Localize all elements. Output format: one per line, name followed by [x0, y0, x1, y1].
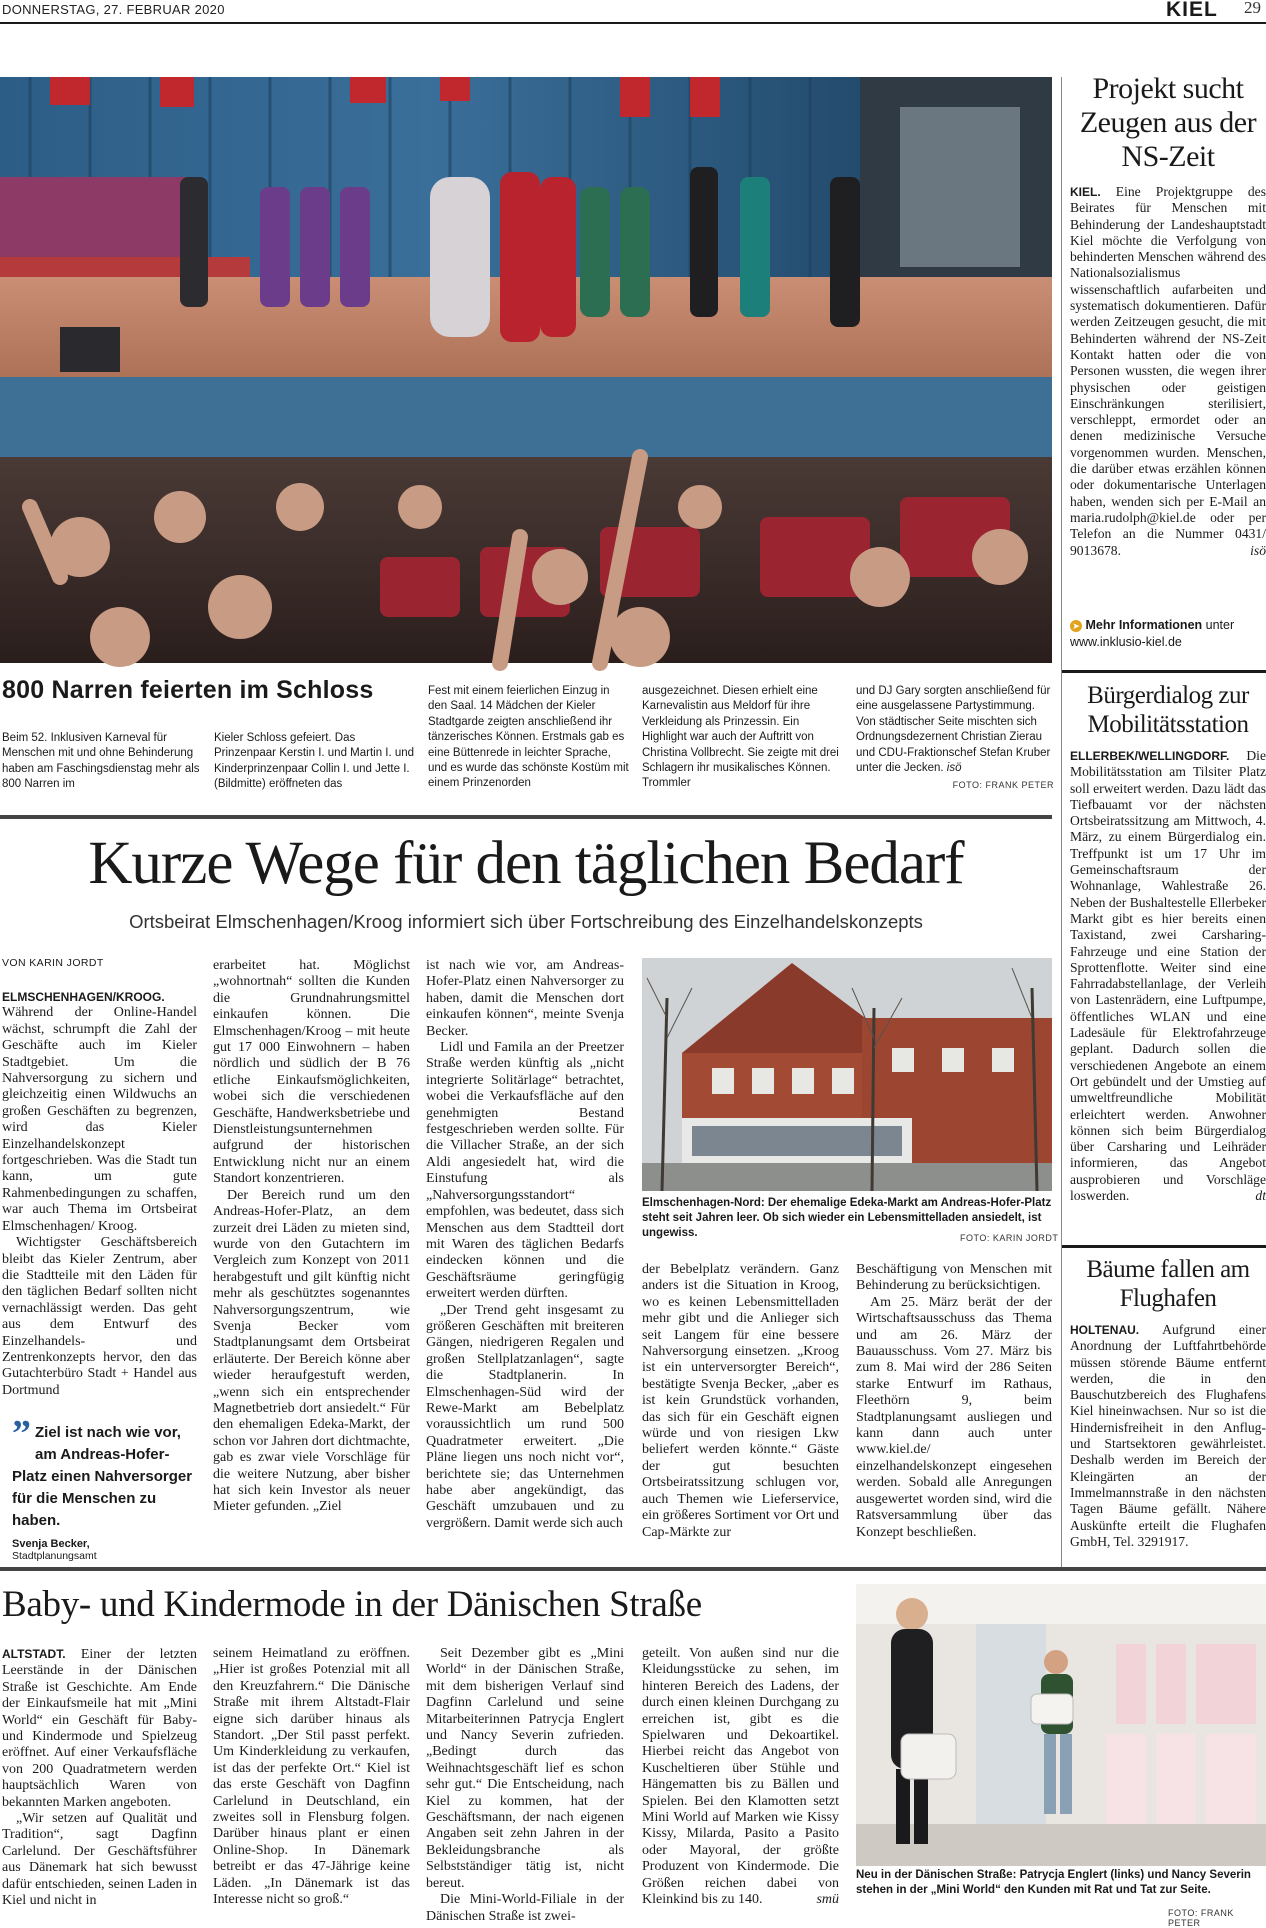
edeka-photo-credit: FOTO: KARIN JORDT — [960, 1233, 1059, 1243]
kurzewege-col3 — [426, 958, 624, 1532]
kurzewege-bottom-rule — [0, 1567, 1266, 1571]
carnival-text-col2: Kieler Schloss gefeiert. Das Prinzenpaar Kerstin I. und Martin I. und Kinderprinzenpaar Collin I. und Jette I. (Bildmitte) eröffneten das — [214, 732, 415, 791]
baby-col4-text: geteilt. Von außen sind nur die Kleidungsstücke zu sehen, im hinteren Bereich des Ladens, der durch einen kleinen Durchgang zu erreichen ist, gibt es die Spielwaren und Dekoartikel. Hierbei reicht das Angebot von Kuscheltieren über Stühle und Hängematten bis zu Bällen und Spielen. Bei den Klamotten setzt Mini World auf Marken wie Kissy Kissy, Milarda, Pasito a Pasito oder Mayoral, der größte Produzent von Kindermode. Die Größen reichen dabei von Kleinkind bis zu 140. — [642, 1646, 839, 1908]
carnival-bottom-rule — [0, 815, 1052, 819]
baby-col1b-text: „Wir setzen auf Qualität und Tradition“, sagt Dagfinn Carlelund. Der Geschäftsführer aus Dänemark hat sich bewusst dafür entschieden, seinen Laden in Kiel und nicht in — [2, 1811, 197, 1909]
shop-photo-caption: Neu in der Dänischen Straße: Patrycja Englert (links) und Nancy Severin stehen in der „Mini World“ den Kunden mit Rat und Tat zur Seite. — [856, 1869, 1251, 1896]
edeka-photo-caption: Elmschenhagen-Nord: Der ehemalige Edeka-Markt am Andreas-Hofer-Platz steht seit Jahren leer. Ob sich wieder ein Lebensmittelladen ansiedelt, ist ungewiss. — [642, 1197, 1052, 1239]
carnival-headline: 800 Narren feierten im Schloss — [2, 676, 374, 704]
kurzewege-col1b-text: Wichtigster Geschäftsbereich bleibt das Kieler Zentrum, aber die Stadtteile mit den Läden für den täglichen Bedarf sollten nicht vernachlässigt werden. Das geht aus dem Entwurf des Einzelhandels- und Zentrenkonzepts hervor, den das Gutachterbüro Stadt + Handel aus Dortmund — [2, 1235, 197, 1398]
projekt-headline: Projekt sucht Zeugen aus der NS-Zeit — [1079, 72, 1257, 173]
quote-mark-icon: ” — [12, 1413, 31, 1455]
baeume-body — [1070, 1322, 1266, 1550]
header-rule — [0, 22, 1266, 24]
buergerdialog-body — [1070, 748, 1266, 1204]
pull-quote-name: Svenja Becker, — [12, 1538, 90, 1550]
kurzewege-col4: der Bebelplatz verändern. Ganz anders ist die Situation in Kroog, wo es keinen Lebensmittelladen mehr gibt und die Anlieger sich seit Langem für eine bessere Nahversorgung einsetzen. „Kroog ist ein unterversorgter Bereich“, bestätigte Svenja Becker, „aber es ist kein Grundstück vorhanden, das sich für ein Geschäft eignen würde und von riesigen Lkw beliefert werden könnte.“ Gäste der gut besuchten Ortsbeiratssitzung schlugen vor, auch Themen wie Lieferservice, ein größeres Sortiment vor Ort und Cap-Märkte zur — [642, 1262, 839, 1540]
carnival-text-col5 — [856, 684, 1054, 794]
edeka-building-photo — [642, 958, 1052, 1191]
arrow-right-icon: ➤ — [1070, 620, 1082, 632]
shop-photo-credit: FOTO: FRANK PETER — [1168, 1908, 1234, 1928]
baeume-dateline: HOLTENAU. — [1070, 1323, 1140, 1337]
baby-col1 — [2, 1646, 197, 1910]
carnival-text-col3: Fest mit einem feierlichen Einzug in den Saal. 14 Mädchen der Kieler Stadtgarde zeigten anschließend ihr tänzerisches Können. Erstmals gab es eine Büttenrede in leichter Sprache, und es wurde das schönste Kostüm mit einem Prinzenorden — [428, 685, 629, 790]
kurzewege-col5b-text: Am 25. März berät der der Wirtschaftsausschuss das Thema und am 26. März der Bauausschuss. Vom 27. März bis zum 8. Mai wird der 286 Seiten starke Entwurf im Rathaus, Fleethörn 9, beim Stadtplanungsamt ausliegen und kann dann auch unter www.kiel.de/ einzelhandelskonzept eingesehen werden. Sobald alle Anregungen ausgewertet worden sind, wird die Ratsversammlung über das Konzept beschließen. — [856, 1294, 1052, 1540]
carnival-author-tag: isö — [946, 762, 962, 775]
baby-col1-text: Einer der letzten Leerstände in der Dänischen Straße ist Geschichte. Am Ende der Einkaufsmeile hat mit „Mini World“ ein Geschäft für Baby- und Kindermode und Spielzeug eröffnet. Auf einer Verkaufsfläche von 200 Quadratmetern werden hauptsächlich Waren von bekannten Marken angeboten. — [2, 1647, 197, 1810]
buergerdialog-headline: Bürgerdialog zur Mobilitätsstation — [1087, 682, 1249, 738]
baby-col3 — [426, 1646, 624, 1925]
right-rule-2 — [1062, 1245, 1266, 1248]
carnival-photo-credit: FOTO: FRANK PETER — [952, 780, 1054, 791]
baby-headline: Baby- und Kindermode in der Dänischen Straße — [2, 1584, 702, 1625]
carnival-text-col5-body: und DJ Gary sorgten anschließend für eine ausgelassene Partystimmung. Von städtischer Seite mischten sich Ordnungsdezernent Christian Zierau und CDU-Fraktionschef Stefan Kruber unter die Jecken. — [856, 685, 1051, 775]
kurzewege-dateline: ELMSCHENHAGEN/KROOG. — [2, 990, 165, 1004]
kurzewege-byline: VON KARIN JORDT — [2, 957, 104, 969]
kurzewege-col3c-text: „Der Trend geht insgesamt zu größeren Geschäften mit breiteren Gängen, niedrigeren Regalen und großen Stellplatzanlagen“, sagte die Stadtplanerin. In Elmschenhagen-Süd wird der Rewe-Markt am Bebelplatz voraussichtlich um rund 500 Quadratmeter erweitert. „Die Pläne liegen uns noch nicht vor“, berichtete sie; das Unternehmen habe aber angekündigt, das Geschäft umzubauen und zu vergrößern. Damit werde sich auch — [426, 1302, 624, 1531]
carnival-photo — [0, 77, 1052, 663]
projekt-more-info — [1070, 617, 1266, 651]
section-title: KIEL — [1166, 0, 1218, 21]
kurzewege-col2 — [213, 958, 410, 1516]
kurzewege-subheadline: Ortsbeirat Elmschenhagen/Kroog informiert sich über Fortschreibung des Einzelhandelskonzepts — [129, 911, 923, 932]
projekt-more-label: Mehr Informationen — [1085, 618, 1203, 632]
kurzewege-headline: Kurze Wege für den täglichen Bedarf — [88, 830, 964, 897]
kurzewege-col1-text: Während der Online-Handel wächst, schrumpft die Zahl der Geschäfte auch im Kieler Stadtgebiet. Um die Nahversorgung zu sichern und gleichzeitig einen Wildwuchs an großen Geschäften zu begrenzen, wird das Kieler Einzelhandelskonzept fortgeschrieben. Was die Stadt tun kann, um gute Rahmenbedingungen zu schaffen, war auch Thema im Ortsbeirat Elmschenhagen/ Kroog. — [2, 1005, 197, 1234]
baby-author-tag: smü — [816, 1892, 839, 1908]
baeume-headline: Bäume fallen am Flughafen — [1086, 1256, 1250, 1312]
buergerdialog-dateline: ELLERBEK/WELLINGDORF. — [1070, 749, 1230, 763]
projekt-body — [1070, 184, 1266, 559]
baby-col3b-text: Die Mini-World-Filiale in der Dänischen Straße ist zwei- — [426, 1892, 624, 1924]
kurzewege-pull-quote — [12, 1413, 202, 1562]
kurzewege-col5-text: Beschäftigung von Menschen mit Behinderung zu berücksichtigen. — [856, 1262, 1052, 1294]
pull-quote-text: Ziel ist nach wie vor, am Andreas-Hofer-Platz einen Nahversorger für die Menschen zu haben. — [12, 1424, 193, 1529]
baby-col3-text: Seit Dezember gibt es „Mini World“ in der Dänischen Straße, mit dem bisherigen Verlauf sind Dagfinn Carlelund und seine Mitarbeiterinnen Patrycja Englert und Nancy Severin zufrieden. „Bedingt durch das Weihnachtsgeschäft lief es schon sehr gut.“ Die Entscheidung, nach Kiel zu kommen, hat der Geschäftsmann, der nach eigenen Angaben seit zehn Jahren in der Bekleidungsbranche als Selbstständiger tätig ist, nicht bereut. — [426, 1646, 624, 1891]
carnival-text-col4: ausgezeichnet. Diesen erhielt eine Karnevalistin aus Meldorf für ihre Verkleidung als Prinzessin. Ein Highlight war auch der Auftritt von Christina Vollbrecht. Sie zeigte mit drei Schlagern ihr musikalisches Können. Trommler — [642, 685, 839, 790]
projekt-dateline: KIEL. — [1070, 185, 1101, 199]
projekt-text: Eine Projektgruppe des Beirates für Menschen mit Behinderung der Landeshauptstadt Kiel möchte die Verfolgung von behinderten Menschen während des Nationalsozialismus wissenschaftlich aufarbeiten und systematisch dokumentieren. Dafür werden Zeitzeugen gesucht, die mit Behinderten während der NS-Zeit Kontakt hatten oder die von Personen wussten, die wegen ihrer physischen oder geistigen Einschränkungen sterilisiert, verschleppt, ermordet oder an denen medizinische Versuche vorgenommen wurden. Menschen, die darüber etwas erzählen können oder dokumentarische Unterlagen haben, wenden sich per E-Mail an maria.rudolph@kiel.de oder per Telefon an die Nummer 0431/ 9013678. — [1070, 184, 1266, 558]
projekt-more-text: unter — [1205, 618, 1235, 632]
baby-dateline: ALTSTADT. — [2, 1647, 66, 1661]
carnival-text-col1: Beim 52. Inklusiven Karneval für Menschen mit und ohne Behinderung haben am Faschingsdienstag mehr als 800 Narren im — [2, 732, 200, 791]
page-number: 29 — [1244, 0, 1261, 17]
kurzewege-col3-text: ist nach wie vor, am Andreas-Hofer-Platz einen Nahversorger zu haben, damit die Menschen dort einkaufen können“, meinte Svenja Becker. — [426, 958, 624, 1039]
kurzewege-col5 — [856, 1262, 1052, 1541]
right-column-rule — [1061, 77, 1062, 1567]
kurzewege-col3b-text: Lidl und Famila an der Preetzer Straße werden künftig als „nicht integrierte Solitärlage“ betrachtet, wobei die Verkaufsfläche auf den genehmigten Bestand festgeschrieben werden sollte. Für die Villacher Straße, an der sich Aldi angesiedelt hat, wird die Einstufung als „Nahversorgungsstandort“ empfohlen, was bedeutet, dass sich Menschen aus dem Stadtteil dort mit Waren des täglichen Bedarfs eindecken können und die Geschäftsräume geringfügig erweitert werden dürften. — [426, 1040, 624, 1302]
kurzewege-col1 — [2, 989, 197, 1399]
buergerdialog-author-tag: dt — [1255, 1188, 1266, 1204]
baby-col2: seinem Heimatland zu eröffnen. „Hier ist großes Potenzial mit all den Kreuzfahrern.“ Die Dänische Straße mit ihrem Altstadt-Flair eigne sich darüber hinaus als Standort. „Der Stil passt perfekt. Um Kinderkleidung zu verkaufen, ist das der perfekte Ort.“ Kiel ist das erste Geschäft von Dagfinn Carlelund in Deutschland, ein zweites soll in Flensburg folgen. Darüber hinaus plant er einen Online-Shop. In Dänemark betreibt er das 47-Jährige keine Läden. „In Dänemark ist das Interesse nicht so groß.“ — [213, 1646, 410, 1908]
pull-quote-role: Stadtplanungsamt — [12, 1550, 97, 1562]
kurzewege-col2b-text: Der Bereich rund um den Andreas-Hofer-Platz, an dem zurzeit drei Läden zu mieten sind, wurde von den Gutachtern im Vergleich zum Konzept von 2011 herabgestuft und gilt künftig nicht mehr als geschütztes sogenanntes Nahversorgungszentrum, wie Svenja Becker vom Stadtplanungsamt dem Ortsbeirat erläuterte. Der Bereich könne aber wieder heraufgestuft werden, „wenn sich ein entsprechender Magnetbetrieb dort ansiedelt.“ Für den ehemaligen Edeka-Markt, der schon vor Jahren dort dichtmachte, gab es zwar viele Vorschläge für die weitere Nutzung, aber bisher hat sich kein Investor als neuer Mieter gefunden. „Ziel — [213, 1187, 410, 1515]
projekt-author-tag: isö — [1250, 542, 1266, 558]
right-rule-1 — [1062, 670, 1266, 673]
projekt-more-url[interactable]: www.inklusio-kiel.de — [1070, 635, 1182, 649]
kurzewege-col2-text: erarbeitet hat. Möglichst „wohnortnah“ sollten die Kunden die Grundnahrungsmittel einkaufen können. Die Elmschenhagen/Kroog – mit heute gut 17 000 Einwohnern – haben nördlich und südlich der B 76 etliche Einkaufsmöglichkeiten, wobei sich die verschiedenen Geschäfte, Handwerksbetriebe und Dienstleistungsunternehmen aufgrund der historischen Entwicklung nicht nur an einem Standort konzentrieren. — [213, 958, 410, 1187]
baby-col4 — [642, 1646, 839, 1909]
baeume-text: Aufgrund einer Anordnung der Luftfahrtbehörde müssen störende Bäume entfernt werden, die in den Bauschutzbereich des Flughafens Kiel hineinwachsen. Nur so ist die Hindernisfreiheit in den Anflug- und Startsektoren gewährleistet. Deshalb werden im Bereich der Kleingärten an der Immelmannstraße in den nächsten Tagen Bäume gefällt. Nähere Auskünfte erteilt die Flughafen GmbH, Tel. 3291917. — [1070, 1322, 1266, 1549]
mini-world-shop-photo — [856, 1584, 1266, 1866]
page-date: DONNERSTAG, 27. FEBRUAR 2020 — [2, 2, 225, 17]
buergerdialog-text: Die Mobilitätsstation am Tilsiter Platz soll erweitert werden. Dazu lädt das Tiefbauamt vor der nächsten Ortsbeiratssitzung am Mittwoch, 4. März, zu einem Bürgerdialog ein. Treffpunkt ist um 17 Uhr im Gemeinschaftsraum der Wohnanlage, Wahlestraße 26. Neben der Bushaltestelle Ellerbeker Markt gibt es hier bereits einen Taxistand, zwei Carsharing-Fahrzeuge und eine Station der Sprottenflotte. Weiter sind eine Fahrradabstellanlage, der Verleih von Lastenrädern, eine Luftpumpe, öffentliches WLAN und eine Ladesäule für Elektrofahrzeuge geplant. Dadurch sollen die verschiedenen Angebote an einem Ort gebündelt und der Umstieg auf umweltfreundliche Mobilität erleichtert werden. Anwohner können sich beim Bürgerdialog über Carsharing und Leihräder informieren, das Angebot ausprobieren und Vorschläge loswerden. — [1070, 748, 1266, 1204]
